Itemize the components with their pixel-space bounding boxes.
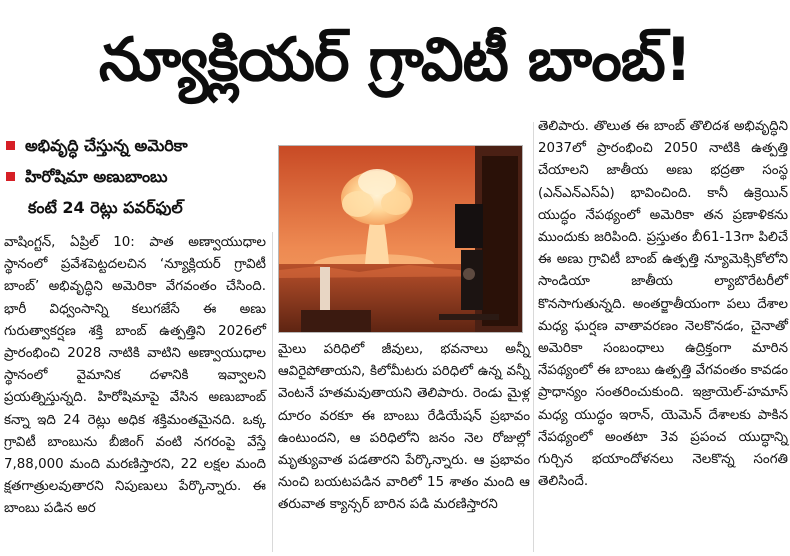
bullet-item — [6, 130, 268, 161]
article-column-2 — [278, 339, 530, 517]
headline: న్యూక్లియర్ గ్రావిటీ బాంబ్! — [98, 25, 692, 95]
bullet-text: అభివృద్ధి చేస్తున్న అమెరికా — [25, 136, 188, 155]
article-column-3 — [538, 116, 788, 493]
bullet-continuation: కంటే 24 రెట్లు పవర్‌ఫుల్ — [28, 198, 183, 217]
bullet-square-icon — [6, 141, 15, 150]
bullet-text: హిరోషిమా అణుబాంబు — [25, 167, 168, 186]
bullet-square-icon — [6, 172, 15, 181]
mushroom-cloud-illustration — [279, 146, 522, 332]
bullet-item — [6, 161, 268, 192]
nuclear-explosion-photo — [278, 145, 523, 333]
article-paragraph: వాషింగ్టన్‌, ఏప్రిల్‌ 10: పాత అణ్వాయుధాల స్థానంలో ప్రవేశపెట్టదలచిన ‘న్యూక్లియర్‌ గ్రావిటీ బాంబ్‌’ అభివృద్ధిని అమెరికా వేగవంతం చేసింది. భారీ విధ్వంసాన్ని కలుగజేసే ఈ అణు గురుత్వాకర్షణ శక్తి బాంబ్‌ ఉత్పత్తిని 2026లో ప్రారంభించి 2028 నాటికి వాటిని అణ్వాయుధాల స్థానంలో వైమానిక దళానికి ఇవ్వాలని ప్రయత్నిస్తున్నది. హిరోషిమాపై వేసిన అణుబాంబ్‌ కన్నా ఇది 24 రెట్లు అధిక శక్తిమంతమైనది. ఒక్క గ్రావిటీ బాంబును బీజింగ్‌ వంటి నగరంపై వేస్తే 7,88,000 మంది మరణిస్తారని, 22 లక్షల మంది క్షతగాత్రులవుతారని నిపుణులు పేర్కొన్నారు. ఈ బాంబు పడిన అర — [4, 235, 266, 517]
article-paragraph: తెలిపారు. తొలుత ఈ బాంబ్‌ తొలిదశ అభివృద్ధిని 2037లో ప్రారంభించి 2050 నాటికి ఉత్పత్తి చేయాలని జాతీయ అణు భద్రతా సంస్థ (ఎన్‌ఎన్‌ఎస్‌ఏ) భావించింది. కానీ ఉక్రెయిన్‌ యుద్ధం నేపథ్యంలో అమెరికా తన ప్రణాళికను ముందుకు జరిపింది. ప్రస్తుతం బీ61-13గా పిలిచే ఈ అణు గ్రావిటీ బాంబ్‌ ఉత్పత్తి న్యూమెక్సికోలోని సాండియా జాతీయ ల్యాబొరేటరీలో కొనసాగుతున్నది. అంతర్జాతీయంగా పలు దేశాల మధ్య ఘర్షణ వాతావరణం నెలకొనడం, చైనాతో అమెరికా సంబంధాలు ఉద్రిక్తంగా మారిన నేపథ్యంలో ఈ బాంబు ఉత్పత్తి వేగవంతం కావడం ప్రాధాన్యం సంతరించుకుంది. ఇజ్రాయెల్‌-హమాస్‌ మధ్య యుద్ధం ఇరాన్‌, యెమెన్‌ దేశాలకు పాకిన నేపథ్యంలో అంతటా 3వ ప్రపంచ యుద్ధాన్ని గుర్చిన భయాందోళనలు నెలకొన్న సంగతి తెలిసిందే. — [538, 119, 788, 490]
column-divider — [533, 122, 534, 552]
article-paragraph: మైలు పరిధిలో జీవులు, భవనాలు అన్నీ ఆవిరైపోతాయని, కిలోమీటరు పరిధిలో ఉన్న వన్నీ వెంటనే హతమవుతాయని తెలిపారు. రెండు మైళ్ల దూరం వరకూ ఈ బాంబు రేడియేషన్‌ ప్రభావం ఉంటుందని, ఆ పరిధిలోని జనం నెల రోజుల్లో మృత్యువాత పడతారని పేర్కొన్నారు. ఆ ప్రభావం నుంచి బయటపడిన వారిలో 15 శాతం మంది ఆ తరువాత క్యాన్సర్‌ బారిన పడి మరణిస్తారని — [278, 342, 530, 513]
article-column-1 — [4, 232, 266, 521]
column-divider — [272, 232, 273, 552]
subheadline-bullets — [6, 130, 268, 223]
